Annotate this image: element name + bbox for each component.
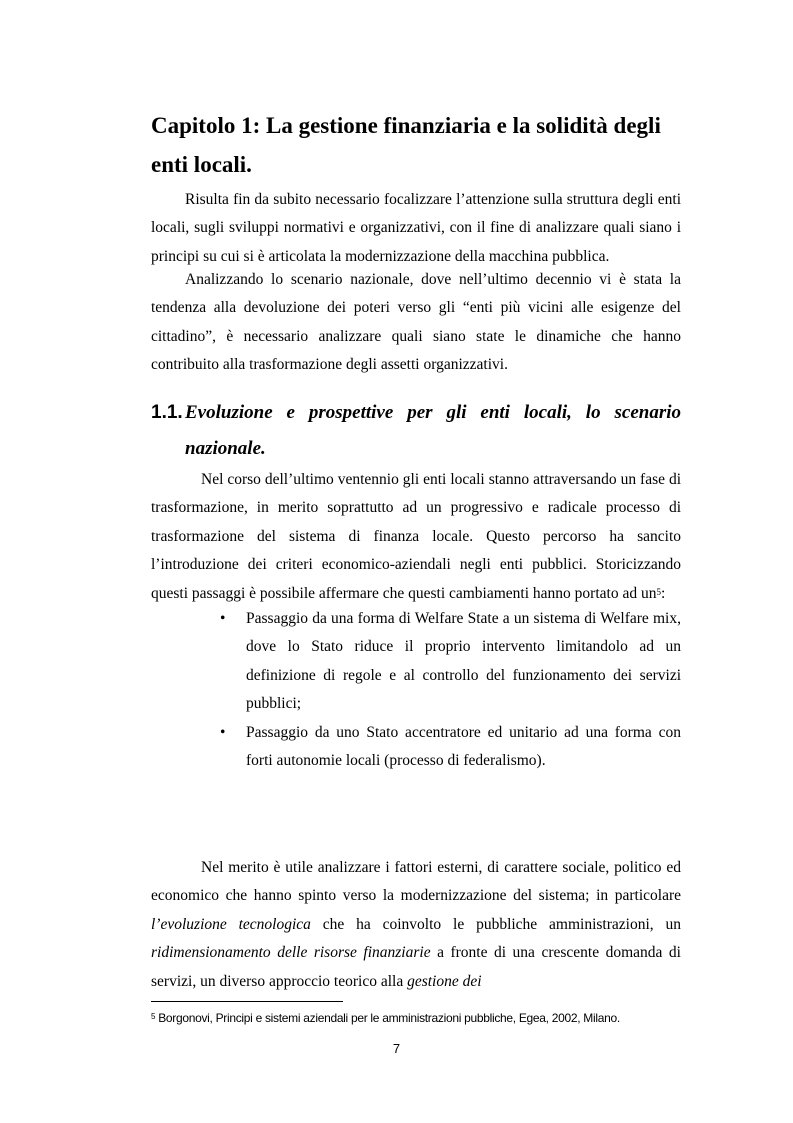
emphasis-text: gestione dei: [407, 972, 482, 990]
footnote-divider: [151, 1001, 343, 1002]
paragraph-text: Nel merito è utile analizzare i fattori esterni, di carattere sociale, politico ed economico che hanno spinto verso la modernizzazione del sistema; in particolare: [151, 859, 681, 905]
emphasis-text: l’evoluzione tecnologica: [151, 915, 311, 933]
intro-paragraph-2: Analizzando lo scenario nazionale, dove nell’ultimo decennio vi è stata la tendenza alla devoluzione dei poteri verso gli “enti più vicini alle esigenze del cittadino”, è necessario analizzare quali siano state le dinamiche che hanno contribuito alla trasformazione degli assetti organizzativi.: [151, 271, 681, 374]
bullet-icon: •: [220, 610, 226, 627]
section-paragraph-1-colon: :: [660, 584, 666, 602]
bullet-text: Passaggio da uno Stato accentratore ed unitario ad una forma con forti autonomie locali (processo di federalismo).: [246, 723, 681, 770]
emphasis-text: ridimensionamento delle risorse finanziarie: [151, 944, 431, 962]
bullet-item: [220, 605, 681, 719]
page-number: 7: [392, 1041, 401, 1056]
intro-paragraph-1: Risulta fin da subito necessario focalizzare l’attenzione sulla struttura degli enti locali, sugli sviluppi normativi e organizzativi, con il fine di analizzare quali siano i principi su cui si è articolata la modernizzazione della macchina pubblica.: [151, 191, 681, 265]
bullet-list: [220, 605, 681, 775]
section-heading: [151, 395, 681, 467]
paragraph-text: a fronte di una crescente domanda di servizi, un diverso approccio teorico alla: [151, 944, 681, 990]
bullet-item: [220, 719, 681, 776]
bullet-text: Passaggio da una forma di Welfare State a un sistema di Welfare mix, dove lo Stato riduce il proprio intervento limitandolo ad un definizione di regole e al controllo del funzionamento dei servizi pubblici;: [246, 610, 681, 713]
paragraph-text: che ha coinvolto le pubbliche amministrazioni, un: [310, 915, 681, 933]
footnote-text: Borgonovi, Principi e sistemi aziendali per le amministrazioni pubbliche, Egea, 2002, Milano.: [155, 1011, 620, 1025]
chapter-title: Capitolo 1: La gestione finanziaria e la solidità degli enti locali.: [151, 113, 661, 177]
section-title: Evoluzione e prospettive per gli enti locali, lo scenario nazionale.: [185, 402, 681, 459]
section-paragraph-1-text: Nel corso dell’ultimo ventennio gli enti locali stanno attraversando un fase di trasformazione, in merito soprattutto ad un progressivo e radicale processo di trasformazione del sistema di finanza locale. Questo percorso ha sancito l’introduzione dei criteri economico-aziendali negli enti pubblici. Storicizzando questi passaggi è possibile affermare che questi cambiamenti hanno portato ad un: [151, 471, 681, 602]
bullet-icon: •: [220, 723, 226, 741]
footnote-reference[interactable]: 5: [656, 586, 661, 597]
section-number: 1.1.: [151, 402, 183, 423]
footnote-marker: 5: [151, 1012, 156, 1021]
section-paragraph-2: [151, 854, 681, 996]
footnote: [151, 1010, 691, 1026]
section-paragraph-1: [151, 466, 681, 608]
